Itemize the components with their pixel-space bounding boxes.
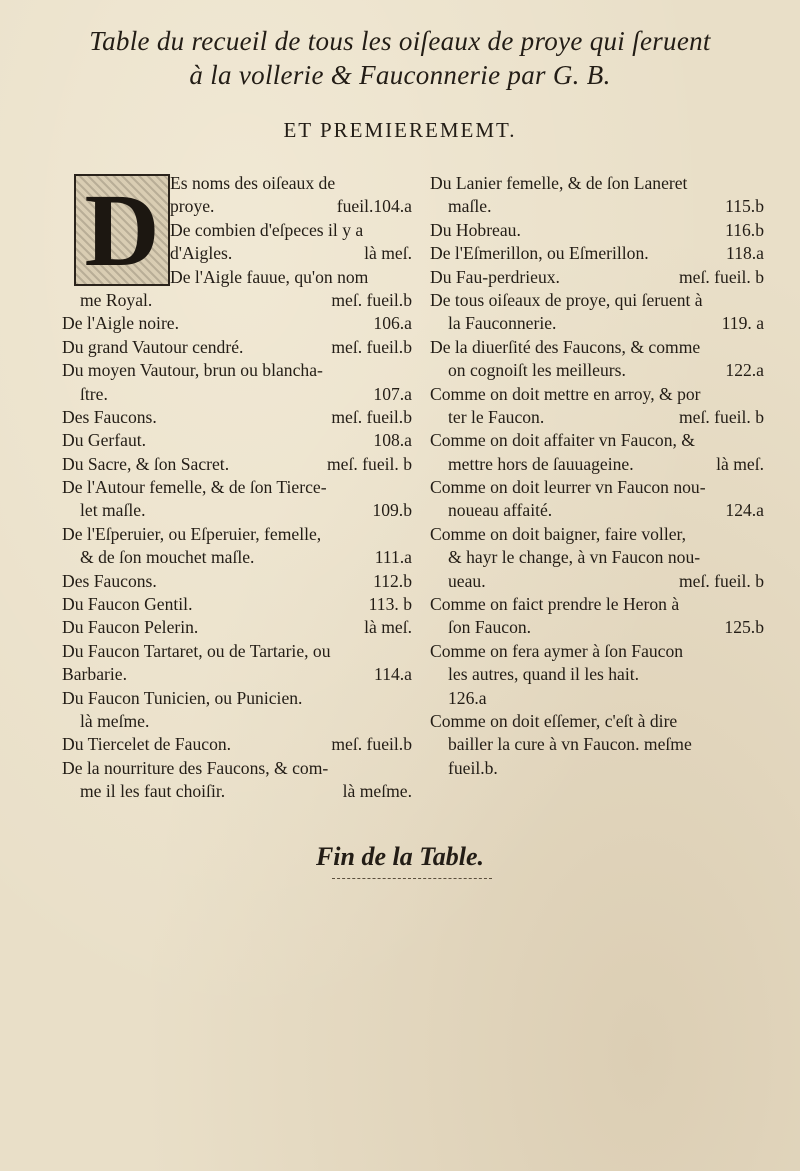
index-entry bbox=[430, 172, 764, 195]
entry-text: ter le Faucon. bbox=[448, 406, 545, 427]
entry-text: Du moyen Vautour, brun ou blancha- bbox=[62, 360, 323, 381]
folio-reference: meſ. fueil.b bbox=[331, 406, 412, 427]
index-entry bbox=[62, 616, 412, 639]
entry-text: let maſle. bbox=[80, 500, 146, 521]
index-entry bbox=[430, 687, 764, 710]
folio-reference: là meſme. bbox=[342, 781, 412, 802]
index-entry bbox=[430, 266, 764, 289]
entry-text: Comme on doit eſſemer, c'eſt à dire bbox=[430, 710, 678, 731]
entry-text: De combien d'eſpeces il y a bbox=[170, 219, 364, 240]
folio-reference: meſ. fueil. b bbox=[678, 266, 764, 287]
section-heading: ET PREMIEREMEMT. bbox=[283, 118, 517, 142]
entry-text: mettre hors de ſauuageine. bbox=[448, 453, 634, 474]
entry-text: De l'Aigle fauue, qu'on nom bbox=[170, 266, 369, 287]
folio-reference: 118.a bbox=[726, 243, 764, 264]
entry-text: Du Hobreau. bbox=[430, 219, 521, 240]
index-entry bbox=[430, 757, 764, 780]
entry-text: De l'Autour femelle, & de ſon Tierce- bbox=[62, 477, 327, 498]
index-entry bbox=[430, 359, 764, 382]
index-entry bbox=[62, 640, 412, 663]
entry-text: ſon Faucon. bbox=[448, 617, 532, 638]
entry-text: Du Tiercelet de Faucon. bbox=[62, 734, 232, 755]
folio-reference: 108.a bbox=[373, 430, 412, 451]
entry-text: noueau affaité. bbox=[448, 500, 553, 521]
folio-reference: meſ. fueil. b bbox=[678, 406, 764, 427]
entry-text: on cognoiſt les meilleurs. bbox=[448, 360, 626, 381]
index-entry bbox=[430, 733, 764, 756]
folio-reference: 125.b bbox=[724, 617, 764, 638]
index-entry bbox=[430, 546, 764, 569]
entry-text: Du Sacre, & ſon Sacret. bbox=[62, 453, 230, 474]
entry-text: De la nourriture des Faucons, & com- bbox=[62, 757, 329, 778]
entry-text: De tous oiſeaux de proye, qui ſeruent à bbox=[430, 289, 703, 310]
folio-reference: 124.a bbox=[725, 500, 764, 521]
entry-text: & de ſon mouchet maſle. bbox=[80, 547, 255, 568]
folio-reference: 116.b bbox=[725, 219, 764, 240]
index-entry bbox=[62, 359, 412, 382]
entry-text: les autres, quand il les hait. bbox=[448, 664, 640, 685]
folio-reference: 106.a bbox=[373, 313, 412, 334]
folio-reference: là meſ. bbox=[716, 453, 764, 474]
entry-text: Comme on faict prendre le Heron à bbox=[430, 594, 680, 615]
page-title-line-1: Table du recueil de tous les oiſeaux de proye qui ſeruent bbox=[89, 26, 711, 56]
entry-text: me il les faut choiſir. bbox=[80, 781, 226, 802]
index-entry bbox=[62, 312, 412, 335]
folio-reference: 115.b bbox=[725, 196, 764, 217]
folio-reference: là meſ. bbox=[364, 243, 412, 264]
index-entry bbox=[430, 710, 764, 733]
index-entry bbox=[62, 336, 412, 359]
index-entry bbox=[430, 663, 764, 686]
entry-text: Des Faucons. bbox=[62, 406, 157, 427]
entry-text: me Royal. bbox=[80, 289, 153, 310]
entry-text: proye. bbox=[170, 196, 215, 217]
entry-text: Du Faucon Tunicien, ou Punicien. bbox=[62, 687, 303, 708]
index-entry bbox=[430, 593, 764, 616]
entry-text: Comme on doit leurrer vn Faucon nou- bbox=[430, 477, 706, 498]
folio-reference: 107.a bbox=[373, 383, 412, 404]
entry-text: Du Faucon Pelerin. bbox=[62, 617, 199, 638]
index-entry bbox=[62, 570, 412, 593]
index-entry bbox=[62, 476, 412, 499]
index-entry bbox=[430, 616, 764, 639]
entry-text: 126.a bbox=[448, 687, 487, 708]
entry-text: Du Lanier femelle, & de ſon Laneret bbox=[430, 173, 688, 193]
entry-text: la Fauconnerie. bbox=[448, 313, 557, 334]
folio-reference: fueil.104.a bbox=[336, 196, 412, 217]
dropcap-letter: D bbox=[84, 173, 160, 288]
entry-text: bailler la cure à vn Faucon. meſme bbox=[448, 734, 692, 755]
index-entry bbox=[62, 383, 412, 406]
index-entry bbox=[62, 593, 412, 616]
folio-reference: 119. a bbox=[721, 313, 764, 334]
index-entry bbox=[62, 195, 412, 218]
index-entry bbox=[62, 710, 412, 733]
entry-text: De l'Eſmerillon, ou Eſmerillon. bbox=[430, 243, 649, 264]
entry-text: Du Faucon Gentil. bbox=[62, 594, 193, 615]
entry-text: De l'Aigle noire. bbox=[62, 313, 180, 334]
index-entry bbox=[62, 499, 412, 522]
index-column-right bbox=[430, 172, 764, 780]
index-entry bbox=[62, 733, 412, 756]
index-entry bbox=[430, 406, 764, 429]
folio-reference: 114.a bbox=[374, 664, 412, 685]
index-entry bbox=[430, 640, 764, 663]
page-title-line-2: à la vollerie & Fauconnerie par G. B. bbox=[189, 60, 611, 90]
index-entry bbox=[430, 312, 764, 335]
index-entry bbox=[430, 289, 764, 312]
folio-reference: meſ. fueil.b bbox=[331, 734, 412, 755]
index-entry bbox=[62, 289, 412, 312]
folio-reference: là meſ. bbox=[364, 617, 412, 638]
index-entry bbox=[430, 383, 764, 406]
index-entry bbox=[62, 453, 412, 476]
entry-text: De la diuerſité des Faucons, & comme bbox=[430, 336, 701, 357]
entry-text: De l'Eſperuier, ou Eſperuier, femelle, bbox=[62, 523, 322, 544]
index-entry bbox=[62, 546, 412, 569]
folio-reference: 113. b bbox=[368, 594, 412, 615]
entry-text: Comme on doit baigner, faire voller, bbox=[430, 523, 687, 544]
entry-text: là meſme. bbox=[80, 710, 150, 731]
folio-reference: 111.a bbox=[374, 547, 412, 568]
folio-reference: 122.a bbox=[725, 360, 764, 381]
index-entry bbox=[62, 266, 412, 289]
entry-text: Des Faucons. bbox=[62, 570, 157, 591]
entry-text: Comme on fera aymer à ſon Faucon bbox=[430, 640, 684, 661]
folio-reference: meſ. fueil. b bbox=[678, 570, 764, 591]
end-of-table: Fin de la Table. bbox=[315, 842, 485, 871]
entry-text: Du Fau-perdrieux. bbox=[430, 266, 560, 287]
entry-text: maſle. bbox=[448, 196, 492, 217]
index-entry bbox=[430, 242, 764, 265]
index-entry bbox=[62, 242, 412, 265]
folio-reference: 112.b bbox=[373, 570, 412, 591]
index-entry bbox=[430, 429, 764, 452]
entry-text: Du Faucon Tartaret, ou de Tartarie, ou bbox=[62, 640, 331, 661]
index-column-left bbox=[62, 172, 412, 804]
index-entry bbox=[62, 663, 412, 686]
folio-reference: 109.b bbox=[372, 500, 412, 521]
entry-text: ſtre. bbox=[80, 383, 108, 404]
entry-text: Du Gerfaut. bbox=[62, 430, 147, 451]
entry-text: Comme on doit affaiter vn Faucon, & bbox=[430, 430, 695, 451]
folio-reference: meſ. fueil.b bbox=[331, 289, 412, 310]
entry-text: Comme on doit mettre en arroy, & por bbox=[430, 383, 701, 404]
folio-reference: meſ. fueil. b bbox=[326, 453, 412, 474]
index-entry bbox=[62, 219, 412, 242]
index-entry bbox=[430, 195, 764, 218]
index-entry bbox=[430, 453, 764, 476]
index-entry bbox=[430, 476, 764, 499]
index-entry bbox=[62, 687, 412, 710]
entry-text: ueau. bbox=[448, 570, 486, 591]
entry-text: Es noms des oiſeaux de bbox=[170, 173, 336, 193]
index-entry bbox=[430, 570, 764, 593]
index-entry bbox=[430, 336, 764, 359]
entry-text: Barbarie. bbox=[62, 664, 127, 685]
entry-text: & hayr le change, à vn Faucon nou- bbox=[448, 547, 701, 568]
finis-rule bbox=[332, 878, 492, 879]
index-entry bbox=[62, 523, 412, 546]
entry-text: d'Aigles. bbox=[170, 243, 233, 264]
entry-text: fueil.b. bbox=[448, 757, 498, 778]
index-entry bbox=[430, 523, 764, 546]
entry-text: Du grand Vautour cendré. bbox=[62, 336, 244, 357]
index-entry bbox=[62, 429, 412, 452]
folio-reference: meſ. fueil.b bbox=[331, 336, 412, 357]
index-entry bbox=[430, 499, 764, 522]
index-entry bbox=[62, 780, 412, 803]
index-entry bbox=[62, 406, 412, 429]
index-entry bbox=[62, 757, 412, 780]
index-entry bbox=[62, 172, 412, 195]
index-entry bbox=[430, 219, 764, 242]
